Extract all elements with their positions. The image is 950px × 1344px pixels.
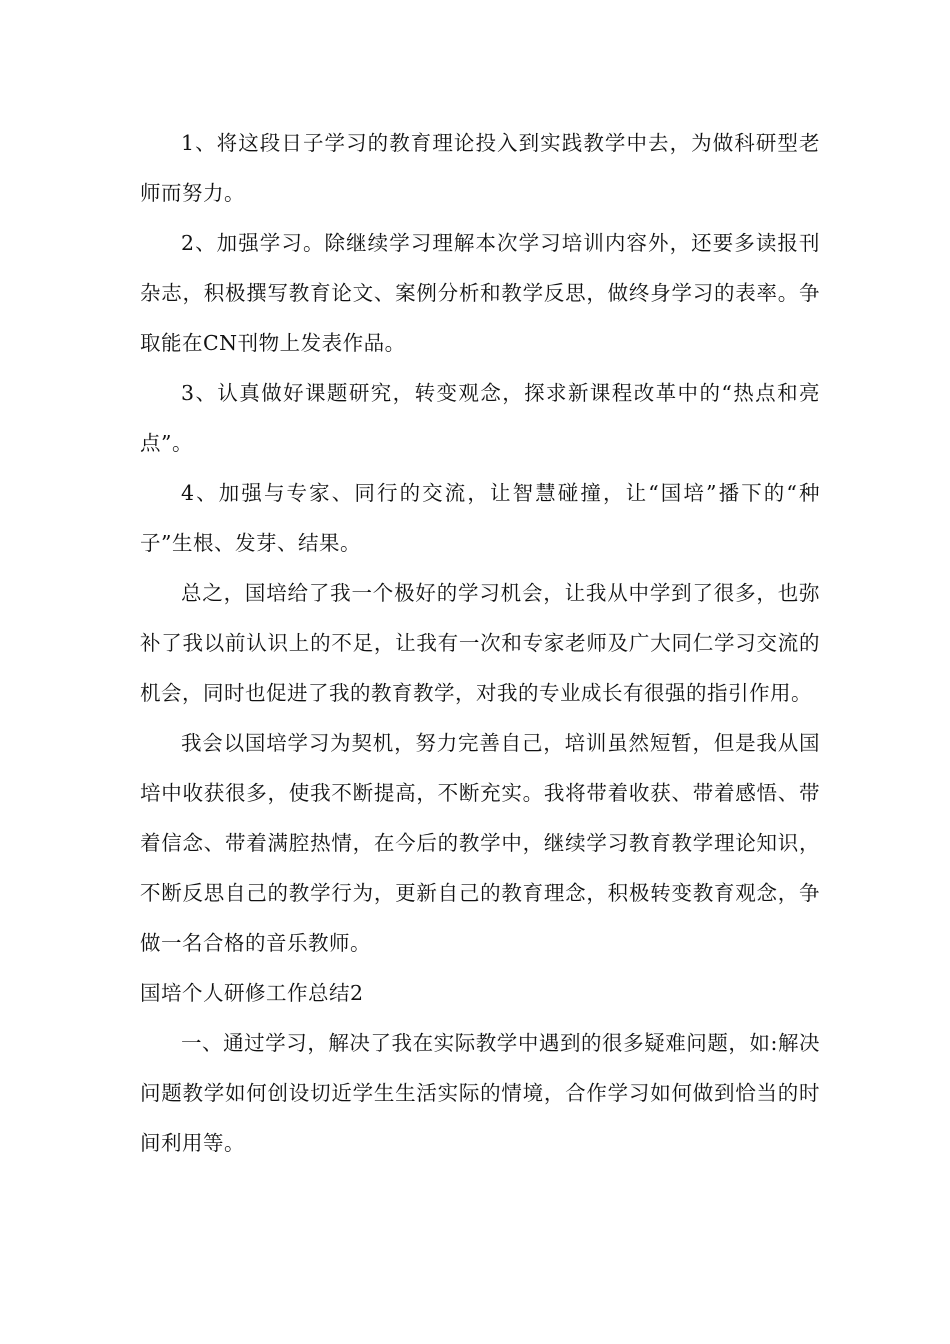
paragraph-3: 3、认真做好课题研究，转变观念，探求新课程改革中的“热点和亮点”。 bbox=[140, 381, 820, 455]
section-title: 国培个人研修工作总结2 bbox=[140, 981, 364, 1005]
paragraph-summary: 总之，国培给了我一个极好的学习机会，让我从中学到了很多，也弥补了我以前认识上的不足，让我有一次和专家老师及广大同仁学习交流的机会，同时也促进了我的教育教学，对我的专业成长有很强的指引作用。 bbox=[140, 581, 820, 705]
paragraph-1: 1、将这段日子学习的教育理论投入到实践教学中去，为做科研型老师而努力。 bbox=[140, 131, 820, 205]
paragraph-closing: 我会以国培学习为契机，努力完善自己，培训虽然短暂，但是我从国培中收获很多，使我不断提高，不断充实。我将带着收获、带着感悟、带着信念、带着满腔热情，在今后的教学中，继续学习教育教学理论知识，不断反思自己的教学行为，更新自己的教育理念，积极转变教育观念，争做一名合格的音乐教师。 bbox=[140, 731, 820, 955]
paragraph-4: 4、加强与专家、同行的交流，让智慧碰撞，让“国培”播下的“种子”生根、发芽、结果。 bbox=[140, 481, 820, 555]
section-paragraph-1: 一、通过学习，解决了我在实际教学中遇到的很多疑难问题，如:解决问题教学如何创设切近学生生活实际的情境，合作学习如何做到恰当的时间利用等。 bbox=[140, 1031, 820, 1155]
paragraph-2: 2、加强学习。除继续学习理解本次学习培训内容外，还要多读报刊杂志，积极撰写教育论文、案例分析和教学反思，做终身学习的表率。争取能在CN刊物上发表作品。 bbox=[140, 231, 820, 355]
document-body bbox=[140, 118, 820, 1168]
